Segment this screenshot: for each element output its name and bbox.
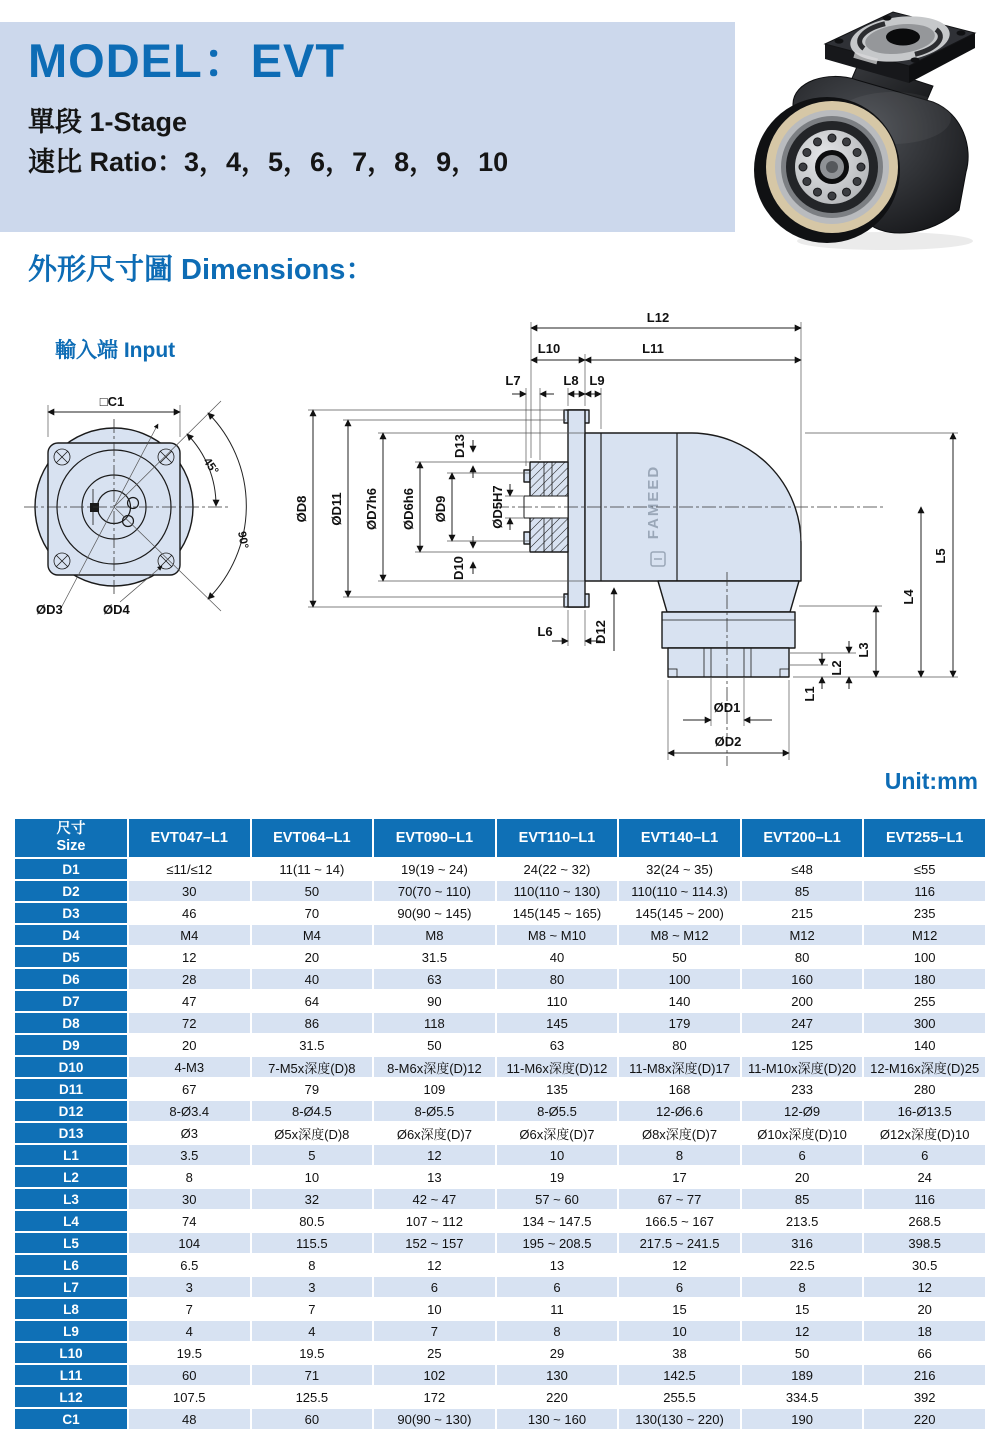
- table-cell: ≤48: [742, 859, 863, 879]
- table-cell: 64: [252, 991, 373, 1011]
- table-row: [15, 1365, 985, 1385]
- table-row: [15, 1321, 985, 1341]
- table-cell: 130(130 ~ 220): [619, 1409, 740, 1429]
- table-cell: 179: [619, 1013, 740, 1033]
- row-label: D12: [15, 1101, 127, 1121]
- table-cell: 10: [619, 1321, 740, 1341]
- dim-label-d12: D12: [593, 620, 608, 644]
- table-cell: 10: [252, 1167, 373, 1187]
- table-cell: 140: [864, 1035, 985, 1055]
- table-row: [15, 1255, 985, 1275]
- table-row: [15, 1277, 985, 1297]
- row-label: L7: [15, 1277, 127, 1297]
- table-header-column: EVT047–L1: [129, 819, 250, 857]
- table-cell: 3: [252, 1277, 373, 1297]
- row-label: D2: [15, 881, 127, 901]
- brand-watermark: FAMEED: [645, 464, 662, 540]
- row-label: C1: [15, 1409, 127, 1429]
- table-cell: 12-Ø6.6: [619, 1101, 740, 1121]
- table-cell: 233: [742, 1079, 863, 1099]
- table-cell: 220: [864, 1409, 985, 1429]
- table-cell: 7: [129, 1299, 250, 1319]
- input-flange: [825, 11, 975, 83]
- table-cell: 195 ~ 208.5: [497, 1233, 618, 1253]
- table-cell: 190: [742, 1409, 863, 1429]
- table-cell: M12: [864, 925, 985, 945]
- table-cell: 40: [497, 947, 618, 967]
- table-row: [15, 859, 985, 879]
- table-cell: 90(90 ~ 145): [374, 903, 495, 923]
- product-photo: [735, 0, 995, 256]
- table-cell: 63: [374, 969, 495, 989]
- ratio-line: 速比 Ratio：3，4，5，6，7，8，9，10: [28, 147, 509, 177]
- table-cell: 40: [252, 969, 373, 989]
- dim-label-l11: L11: [642, 341, 664, 356]
- table-cell: 398.5: [864, 1233, 985, 1253]
- dim-label-90deg: 90°: [235, 530, 250, 550]
- table-cell: 30: [129, 881, 250, 901]
- table-row: [15, 1145, 985, 1165]
- table-cell: 166.5 ~ 167: [619, 1211, 740, 1231]
- output-flange: [754, 97, 900, 243]
- table-cell: 8-Ø5.5: [374, 1101, 495, 1121]
- input-front-view: [24, 394, 250, 617]
- table-cell: 86: [252, 1013, 373, 1033]
- table-cell: Ø5x深度(D)8: [252, 1123, 373, 1143]
- table-cell: 29: [497, 1343, 618, 1363]
- dim-label-l8: L8: [563, 373, 579, 388]
- table-cell: 30: [129, 1189, 250, 1209]
- table-row: [15, 991, 985, 1011]
- table-cell: 180: [864, 969, 985, 989]
- table-row: [15, 1189, 985, 1209]
- table-row: [15, 1343, 985, 1363]
- table-cell: 47: [129, 991, 250, 1011]
- table-cell: 145(145 ~ 165): [497, 903, 618, 923]
- table-cell: Ø10x深度(D)10: [742, 1123, 863, 1143]
- table-row: [15, 1167, 985, 1187]
- table-cell: 8-Ø4.5: [252, 1101, 373, 1121]
- table-cell: 140: [619, 991, 740, 1011]
- table-cell: 118: [374, 1013, 495, 1033]
- table-header-column: EVT140–L1: [619, 819, 740, 857]
- table-cell: M8 ~ M10: [497, 925, 618, 945]
- table-cell: 110(110 ~ 130): [497, 881, 618, 901]
- table-cell: 50: [619, 947, 740, 967]
- table-cell: 60: [129, 1365, 250, 1385]
- table-cell: 57 ~ 60: [497, 1189, 618, 1209]
- table-cell: 16-Ø13.5: [864, 1101, 985, 1121]
- table-cell: 3: [129, 1277, 250, 1297]
- table-cell: 22.5: [742, 1255, 863, 1275]
- table-cell: 334.5: [742, 1387, 863, 1407]
- table-cell: 63: [497, 1035, 618, 1055]
- table-cell: 85: [742, 1189, 863, 1209]
- table-cell: 74: [129, 1211, 250, 1231]
- table-row: [15, 1013, 985, 1033]
- dim-label-od1: ØD1: [713, 700, 741, 715]
- table-cell: 71: [252, 1365, 373, 1385]
- table-cell: Ø6x深度(D)7: [374, 1123, 495, 1143]
- table-cell: 12: [129, 947, 250, 967]
- table-cell: 189: [742, 1365, 863, 1385]
- table-cell: 8-Ø5.5: [497, 1101, 618, 1121]
- dim-label-d4: ØD4: [103, 602, 130, 617]
- row-label: L2: [15, 1167, 127, 1187]
- table-cell: 42 ~ 47: [374, 1189, 495, 1209]
- table-cell: 134 ~ 147.5: [497, 1211, 618, 1231]
- dim-label-d3: ØD3: [36, 602, 63, 617]
- table-cell: 12: [742, 1321, 863, 1341]
- table-cell: 213.5: [742, 1211, 863, 1231]
- table-cell: Ø6x深度(D)7: [497, 1123, 618, 1143]
- dimensions-table: [13, 817, 987, 1431]
- dim-label-l5: L5: [933, 548, 948, 564]
- table-cell: 247: [742, 1013, 863, 1033]
- table-cell: 80: [619, 1035, 740, 1055]
- dim-label-d11: ØD11: [329, 492, 344, 526]
- table-row: [15, 1211, 985, 1231]
- table-cell: 220: [497, 1387, 618, 1407]
- table-cell: 50: [374, 1035, 495, 1055]
- row-label: L10: [15, 1343, 127, 1363]
- table-cell: 32(24 ~ 35): [619, 859, 740, 879]
- table-cell: ≤11/≤12: [129, 859, 250, 879]
- dim-label-d7h6: ØD7h6: [364, 488, 379, 530]
- table-row: [15, 925, 985, 945]
- table-cell: 8: [742, 1277, 863, 1297]
- row-label: L6: [15, 1255, 127, 1275]
- table-cell: 28: [129, 969, 250, 989]
- table-cell: 32: [252, 1189, 373, 1209]
- table-row: [15, 1299, 985, 1319]
- table-cell: 107 ~ 112: [374, 1211, 495, 1231]
- gearbox-photo-illustration: [735, 0, 995, 256]
- dim-label-l9: L9: [589, 373, 605, 388]
- table-cell: 19.5: [129, 1343, 250, 1363]
- table-cell: 8: [129, 1167, 250, 1187]
- table-cell: 20: [742, 1167, 863, 1187]
- table-cell: 12: [619, 1255, 740, 1275]
- table-cell: 110(110 ~ 114.3): [619, 881, 740, 901]
- table-cell: Ø12x深度(D)10: [864, 1123, 985, 1143]
- table-cell: 19: [497, 1167, 618, 1187]
- table-cell: 5: [252, 1145, 373, 1165]
- table-cell: 12: [374, 1145, 495, 1165]
- table-cell: 142.5: [619, 1365, 740, 1385]
- table-cell: 11-M6x深度(D)12: [497, 1057, 618, 1077]
- table-cell: 50: [252, 881, 373, 901]
- table-cell: M8: [374, 925, 495, 945]
- dimensions-section-title: 外形尺寸圖 Dimensions：: [28, 254, 375, 286]
- dim-label-l2: L2: [829, 660, 844, 676]
- dim-label-l7: L7: [505, 373, 521, 388]
- table-cell: 6: [374, 1277, 495, 1297]
- table-cell: 25: [374, 1343, 495, 1363]
- table-cell: 8-Ø3.4: [129, 1101, 250, 1121]
- table-cell: 70(70 ~ 110): [374, 881, 495, 901]
- table-cell: 66: [864, 1343, 985, 1363]
- table-cell: 100: [864, 947, 985, 967]
- row-label: L9: [15, 1321, 127, 1341]
- table-cell: 172: [374, 1387, 495, 1407]
- table-cell: 85: [742, 881, 863, 901]
- dim-label-45deg: 45°: [200, 455, 221, 477]
- table-cell: 48: [129, 1409, 250, 1429]
- row-label: D1: [15, 859, 127, 879]
- row-label: D5: [15, 947, 127, 967]
- table-cell: 268.5: [864, 1211, 985, 1231]
- table-cell: 8: [619, 1145, 740, 1165]
- table-cell: M4: [129, 925, 250, 945]
- table-cell: 110: [497, 991, 618, 1011]
- table-cell: 72: [129, 1013, 250, 1033]
- table-cell: M8 ~ M12: [619, 925, 740, 945]
- table-cell: 90: [374, 991, 495, 1011]
- table-cell: 20: [129, 1035, 250, 1055]
- table-cell: 316: [742, 1233, 863, 1253]
- dim-label-d6h6: ØD6h6: [401, 488, 416, 530]
- dim-label-od2: ØD2: [714, 734, 742, 749]
- table-cell: 11-M8x深度(D)17: [619, 1057, 740, 1077]
- row-label: L5: [15, 1233, 127, 1253]
- table-cell: 60: [252, 1409, 373, 1429]
- dim-label-l6: L6: [537, 624, 553, 639]
- table-cell: 79: [252, 1079, 373, 1099]
- table-cell: 116: [864, 881, 985, 901]
- table-header-column: EVT110–L1: [497, 819, 618, 857]
- table-cell: 4: [252, 1321, 373, 1341]
- table-cell: 100: [619, 969, 740, 989]
- table-cell: 6: [619, 1277, 740, 1297]
- table-cell: 7: [252, 1299, 373, 1319]
- dimensions-drawing: [0, 300, 1000, 782]
- table-cell: 8-M6x深度(D)12: [374, 1057, 495, 1077]
- table-cell: Ø3: [129, 1123, 250, 1143]
- table-cell: M4: [252, 925, 373, 945]
- table-cell: 116: [864, 1189, 985, 1209]
- table-cell: 300: [864, 1013, 985, 1033]
- table-cell: 6: [497, 1277, 618, 1297]
- table-cell: 30.5: [864, 1255, 985, 1275]
- table-cell: 11: [497, 1299, 618, 1319]
- table-cell: 15: [742, 1299, 863, 1319]
- table-cell: 12-Ø9: [742, 1101, 863, 1121]
- dim-label-d9: ØD9: [433, 495, 448, 523]
- dim-label-d13: D13: [452, 434, 467, 458]
- table-header-column: EVT255–L1: [864, 819, 985, 857]
- table-cell: 11(11 ~ 14): [252, 859, 373, 879]
- table-cell: 80: [742, 947, 863, 967]
- table-row: [15, 1101, 985, 1121]
- table-cell: 102: [374, 1365, 495, 1385]
- table-cell: 3.5: [129, 1145, 250, 1165]
- table-cell: 217.5 ~ 241.5: [619, 1233, 740, 1253]
- row-label: D9: [15, 1035, 127, 1055]
- table-cell: 24(22 ~ 32): [497, 859, 618, 879]
- row-label: L1: [15, 1145, 127, 1165]
- row-label: D7: [15, 991, 127, 1011]
- row-label: L11: [15, 1365, 127, 1385]
- dim-label-d5h7: ØD5H7: [490, 485, 505, 529]
- table-cell: 50: [742, 1343, 863, 1363]
- table-cell: 235: [864, 903, 985, 923]
- table-cell: 10: [497, 1145, 618, 1165]
- table-row: [15, 1057, 985, 1077]
- row-label: D13: [15, 1123, 127, 1143]
- row-label: L12: [15, 1387, 127, 1407]
- table-row: [15, 1123, 985, 1143]
- row-label: L3: [15, 1189, 127, 1209]
- unit-label: Unit:mm: [884, 768, 978, 794]
- table-cell: 7: [374, 1321, 495, 1341]
- table-cell: 31.5: [374, 947, 495, 967]
- table-header-column: EVT200–L1: [742, 819, 863, 857]
- table-cell: 152 ~ 157: [374, 1233, 495, 1253]
- table-row: [15, 947, 985, 967]
- dim-label-d8: ØD8: [294, 495, 309, 523]
- table-cell: 13: [497, 1255, 618, 1275]
- table-cell: 107.5: [129, 1387, 250, 1407]
- table-cell: 67: [129, 1079, 250, 1099]
- table-cell: 216: [864, 1365, 985, 1385]
- table-cell: M12: [742, 925, 863, 945]
- table-cell: 10: [374, 1299, 495, 1319]
- table-cell: 12: [374, 1255, 495, 1275]
- table-cell: 255: [864, 991, 985, 1011]
- table-cell: 160: [742, 969, 863, 989]
- table-cell: 6: [742, 1145, 863, 1165]
- dim-label-l3: L3: [856, 642, 871, 658]
- dim-label-l12: L12: [646, 310, 670, 325]
- table-cell: 38: [619, 1343, 740, 1363]
- table-cell: 104: [129, 1233, 250, 1253]
- gearbox-side-view: [495, 410, 884, 766]
- table-cell: 24: [864, 1167, 985, 1187]
- model-title: MODEL：EVT: [28, 34, 346, 87]
- table-cell: 280: [864, 1079, 985, 1099]
- row-label: D4: [15, 925, 127, 945]
- table-cell: 200: [742, 991, 863, 1011]
- table-cell: 145: [497, 1013, 618, 1033]
- table-cell: 20: [864, 1299, 985, 1319]
- table-cell: 15: [619, 1299, 740, 1319]
- table-cell: 125: [742, 1035, 863, 1055]
- table-cell: 19.5: [252, 1343, 373, 1363]
- table-cell: 8: [497, 1321, 618, 1341]
- table-cell: 67 ~ 77: [619, 1189, 740, 1209]
- table-cell: 255.5: [619, 1387, 740, 1407]
- table-cell: 4: [129, 1321, 250, 1341]
- table-cell: 19(19 ~ 24): [374, 859, 495, 879]
- table-cell: 46: [129, 903, 250, 923]
- table-cell: 215: [742, 903, 863, 923]
- table-row: [15, 881, 985, 901]
- table-cell: Ø8x深度(D)7: [619, 1123, 740, 1143]
- row-label: L4: [15, 1211, 127, 1231]
- table-cell: 4-M3: [129, 1057, 250, 1077]
- row-label: D11: [15, 1079, 127, 1099]
- table-cell: 130: [497, 1365, 618, 1385]
- row-label: D3: [15, 903, 127, 923]
- table-header-size: 尺寸 Size: [15, 819, 127, 857]
- table-row: [15, 1387, 985, 1407]
- table-header-column: EVT090–L1: [374, 819, 495, 857]
- row-label: L8: [15, 1299, 127, 1319]
- table-cell: 18: [864, 1321, 985, 1341]
- table-cell: 13: [374, 1167, 495, 1187]
- table-cell: 130 ~ 160: [497, 1409, 618, 1429]
- table-cell: 7-M5x深度(D)8: [252, 1057, 373, 1077]
- table-row: [15, 903, 985, 923]
- table-cell: 11-M10x深度(D)20: [742, 1057, 863, 1077]
- dim-label-l1: L1: [802, 686, 817, 702]
- table-row: [15, 1035, 985, 1055]
- row-label: D8: [15, 1013, 127, 1033]
- table-cell: 90(90 ~ 130): [374, 1409, 495, 1429]
- table-cell: 12-M16x深度(D)25: [864, 1057, 985, 1077]
- table-cell: 168: [619, 1079, 740, 1099]
- table-cell: 135: [497, 1079, 618, 1099]
- table-cell: 115.5: [252, 1233, 373, 1253]
- dim-label-l4: L4: [901, 589, 916, 605]
- table-cell: 109: [374, 1079, 495, 1099]
- table-cell: 6: [864, 1145, 985, 1165]
- row-label: D10: [15, 1057, 127, 1077]
- table-header-column: EVT064–L1: [252, 819, 373, 857]
- table-cell: 6.5: [129, 1255, 250, 1275]
- table-cell: ≤55: [864, 859, 985, 879]
- dim-label-d10: D10: [451, 556, 466, 580]
- row-label: D6: [15, 969, 127, 989]
- table-cell: 80: [497, 969, 618, 989]
- input-end-label: 輸入端 Input: [55, 339, 176, 362]
- table-cell: 31.5: [252, 1035, 373, 1055]
- table-row: [15, 1409, 985, 1429]
- table-cell: 70: [252, 903, 373, 923]
- table-row: [15, 969, 985, 989]
- table-cell: 12: [864, 1277, 985, 1297]
- dim-label-l10: L10: [537, 341, 561, 356]
- table-cell: 8: [252, 1255, 373, 1275]
- dim-label-c1: □C1: [99, 394, 125, 409]
- table-row: [15, 1233, 985, 1253]
- table-cell: 145(145 ~ 200): [619, 903, 740, 923]
- table-cell: 125.5: [252, 1387, 373, 1407]
- stage-line: 單段 1-Stage: [28, 107, 188, 137]
- table-cell: 20: [252, 947, 373, 967]
- table-row: [15, 1079, 985, 1099]
- table-cell: 80.5: [252, 1211, 373, 1231]
- table-cell: 392: [864, 1387, 985, 1407]
- table-cell: 17: [619, 1167, 740, 1187]
